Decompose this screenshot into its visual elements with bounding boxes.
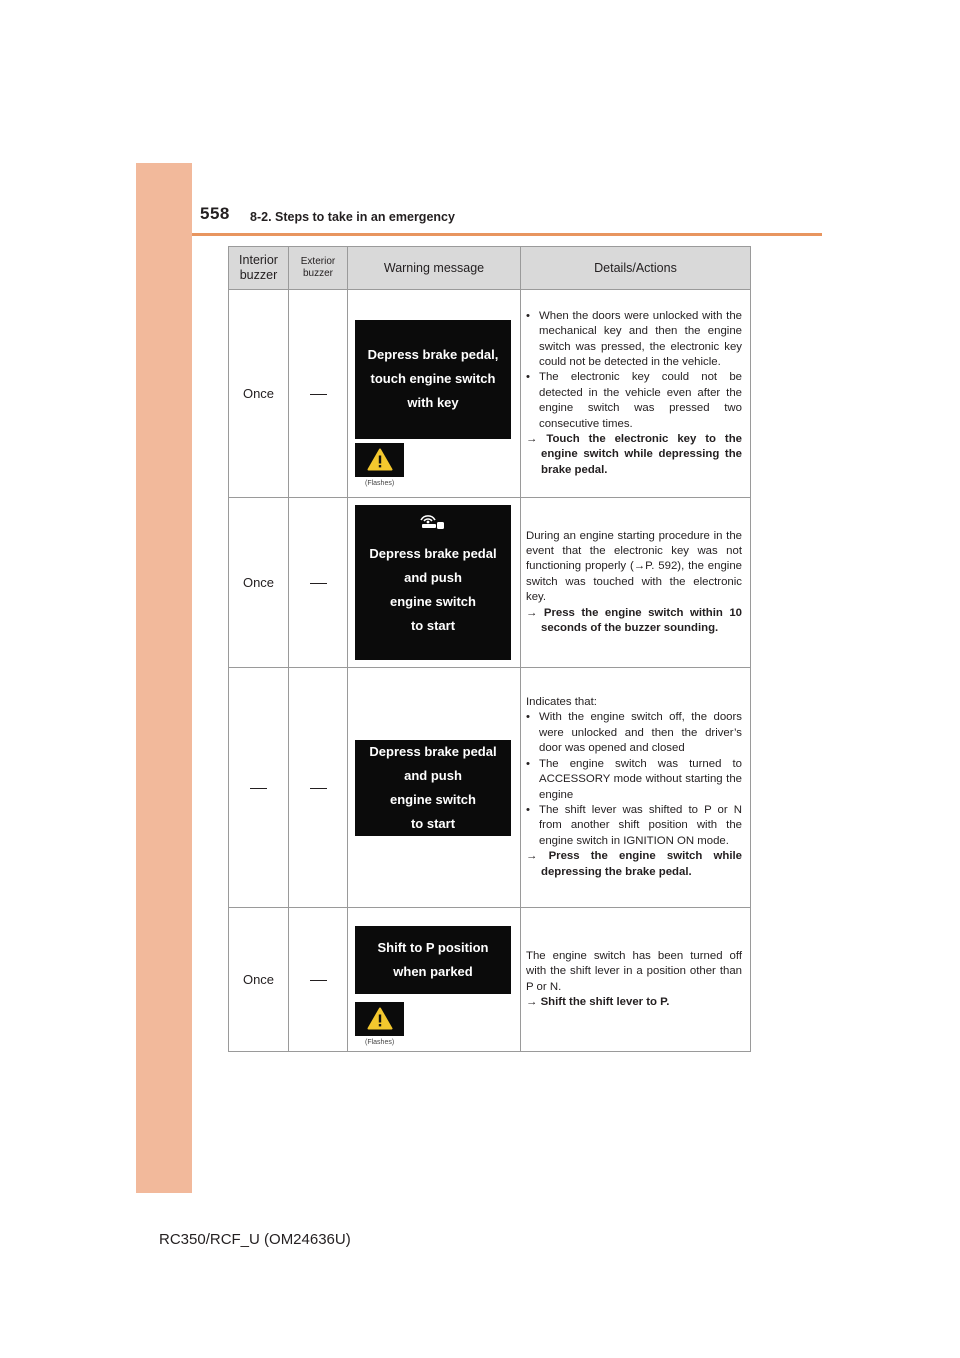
detail-list	[526, 710, 742, 849]
flashes-caption: (Flashes)	[365, 479, 395, 487]
warning-message-cell	[348, 908, 521, 1052]
detail-list	[526, 309, 742, 432]
details-cell	[521, 908, 751, 1052]
dash-mark	[310, 788, 327, 789]
details-cell	[521, 668, 751, 908]
detail-bullet: • The shift lever was shifted to P or N from another shift position with the engine switch in IGNITION ON mode.	[526, 803, 742, 849]
arrow-icon: →	[526, 606, 538, 619]
warning-message-cell	[348, 498, 521, 668]
display-screen	[355, 505, 511, 660]
detail-bullet: • The electronic key could not be detected in the vehicle even after the engine switch was pressed two consecutive times.	[526, 370, 742, 432]
warning-message-cell	[348, 668, 521, 908]
warning-indicator	[355, 1002, 404, 1036]
detail-text: The engine switch has been turned off with the shift lever in a position other than P or N.	[526, 949, 742, 993]
interior-buzzer-cell: Once	[229, 290, 289, 498]
table-row	[229, 290, 751, 498]
header-rule	[192, 233, 822, 236]
detail-intro: Indicates that:	[526, 696, 597, 709]
dash-mark	[250, 788, 267, 789]
screen-line: when parked	[393, 963, 473, 979]
action-text: → Press the engine switch within 10 seconds of the buzzer sounding.	[526, 606, 742, 635]
exterior-buzzer-cell	[289, 668, 348, 908]
col-interior-buzzer: Interior buzzer	[229, 247, 289, 290]
dash-mark	[310, 980, 327, 981]
arrow-icon: →	[526, 850, 538, 863]
key-signal-icon	[418, 511, 448, 529]
screen-line: Depress brake pedal	[369, 545, 497, 561]
screen-line: and push	[404, 569, 462, 585]
screen-line: Shift to P position	[377, 939, 489, 955]
warning-triangle-icon	[367, 448, 393, 471]
action-text: → Shift the shift lever to P.	[526, 995, 670, 1008]
dash-mark	[310, 583, 327, 584]
warning-indicator	[355, 443, 404, 477]
display-screen	[355, 926, 511, 994]
page-number: 558	[200, 204, 230, 223]
screen-line: Depress brake pedal,	[367, 347, 499, 362]
screen-line: touch engine switch	[370, 371, 496, 386]
col-details-actions: Details/Actions	[521, 247, 751, 290]
arrow-icon: →	[526, 995, 538, 1008]
exterior-buzzer-cell	[289, 290, 348, 498]
display-screen	[355, 740, 511, 836]
warning-triangle-icon	[367, 1007, 393, 1030]
exterior-buzzer-cell	[289, 908, 348, 1052]
action-text: → Press the engine switch while depressing the brake pedal.	[526, 850, 742, 878]
warning-message-cell	[348, 290, 521, 498]
screen-line: engine switch	[390, 593, 476, 609]
details-cell	[521, 498, 751, 668]
table-header-row	[229, 247, 751, 290]
screen-line: Depress brake pedal	[369, 743, 497, 759]
warning-message-table	[228, 246, 751, 1052]
exterior-buzzer-cell	[289, 498, 348, 668]
screen-line: to start	[410, 815, 456, 831]
arrow-icon: →	[526, 433, 538, 446]
table-row	[229, 498, 751, 668]
footer-model: RC350/RCF_U (OM24636U)	[159, 1231, 351, 1248]
chapter-sidebar-tab	[136, 163, 192, 1193]
detail-bullet: • The engine switch was turned to ACCESSORY mode without starting the engine	[526, 757, 742, 803]
table-row	[229, 668, 751, 908]
detail-text: During an engine starting procedure in the event that the electronic key was not functioning properly (→P. 592), the engine switch was touched with the electronic key.	[526, 529, 742, 604]
detail-bullet: • With the engine switch off, the doors were unlocked and then the driver’s door was opened and closed	[526, 710, 742, 756]
section-title: 8-2. Steps to take in an emergency	[250, 210, 455, 224]
screen-line: to start	[410, 617, 456, 633]
interior-buzzer-cell: Once	[229, 498, 289, 668]
table-row	[229, 908, 751, 1052]
flashes-caption: (Flashes)	[365, 1038, 395, 1046]
details-cell	[521, 290, 751, 498]
interior-buzzer-cell	[229, 668, 289, 908]
col-warning-message: Warning message	[348, 247, 521, 290]
action-text: → Touch the electronic key to the engine switch while depressing the brake pedal.	[526, 433, 742, 476]
dash-mark	[310, 394, 327, 395]
interior-buzzer-cell: Once	[229, 908, 289, 1052]
screen-line: engine switch	[390, 791, 476, 807]
screen-line: with key	[407, 395, 459, 410]
display-screen	[355, 320, 511, 439]
col-exterior-buzzer: Exterior buzzer	[289, 247, 348, 290]
detail-bullet: • When the doors were unlocked with the mechanical key and then the engine switch was pressed, the electronic key could not be detected in the vehicle.	[526, 309, 742, 371]
screen-line: and push	[404, 767, 462, 783]
